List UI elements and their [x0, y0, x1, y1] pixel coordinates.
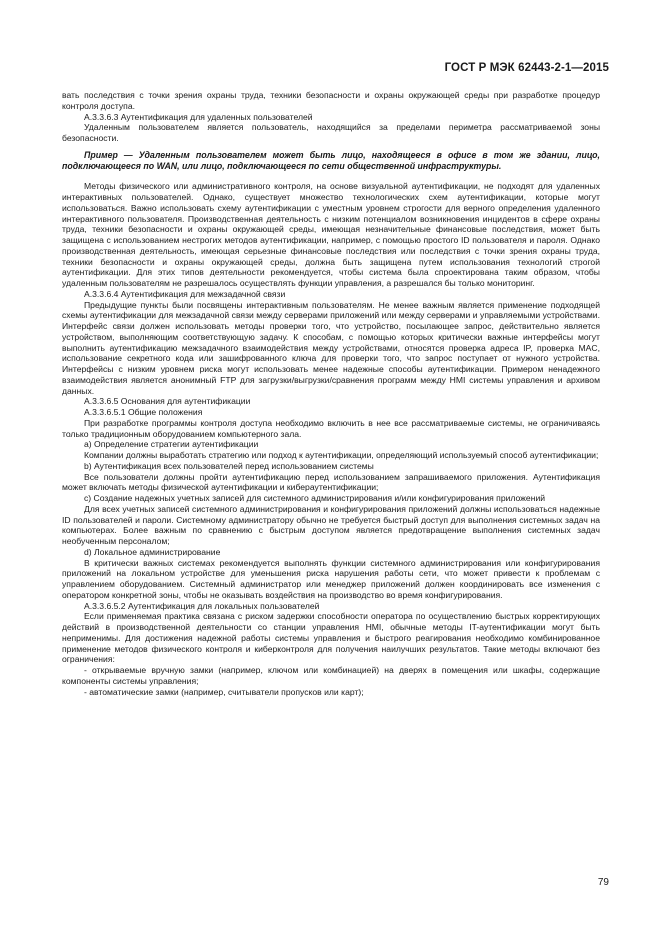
paragraph: А.3.3.6.5.1 Общие положения — [84, 407, 203, 417]
paragraph: - автоматические замки (например, считыватели пропусков или карт); — [84, 686, 364, 697]
paragraph: А.3.3.6.3 Аутентификация для удаленных пользователей — [84, 111, 313, 122]
paragraph: При разработке программы контроля доступа необходимо включить в нее все рассматриваемые системы, не ограничиваясь только традиционным оборудованием компьютерного зала. — [62, 417, 600, 439]
paragraph: с) Создание надежных учетных записей для системного администрирования и/или конфигурирования приложений — [84, 493, 546, 503]
paragraph: вать последствия с точки зрения охраны труда, техники безопасности и охраны окружающей среды при разработке процедур контроля доступа. — [62, 90, 600, 111]
paragraph: b) Аутентификация всех пользователей перед использованием системы — [84, 460, 374, 471]
paragraph: - открываемые вручную замки (например, ключом или комбинацией) на дверях в помещения или шкафы, содержащие компоненты системы управления; — [62, 665, 600, 686]
paragraph: А.3.3.6.5.2 Аутентификация для локальных пользователей — [84, 600, 320, 611]
standard-designation: ГОСТ Р МЭК 62443-2-1—2015 — [444, 62, 609, 74]
paragraph: d) Локальное администрирование — [84, 546, 221, 557]
paragraph: Удаленным пользователем является пользователь, находящийся за пределами периметра рассматриваемой зоны безопасности. — [62, 122, 600, 143]
paragraph: Все пользователи должны пройти аутентификацию перед использованием запрашиваемого приложения. Аутентификация может включать методы физической аутентификации и кибераутентификации; — [62, 471, 600, 493]
paragraph: Методы физического или административного контроля, на основе визуальной аутентификации, не подходят для удаленных интерактивных пользователей. Однако, существует множество технологических схем аутентификации, которые могут использоваться. Важно использовать схему аутентификации с уместным уровнем строгости для верного определения удаленного интерактивного пользователя. Производственная деятельность с низким потенциалом возникновения инцидентов в сфере охраны труда, техники безопасности и охраны окружающей среды, имеющая незначительные финансовые последствия, может быть защищена с использованием нестрогих методов аутентификации, например, с помощью простого ID пользователя и пароля. Однако производственная деятельность, имеющая серьезные финансовые последствия или последствия с точки зрения охраны труда, техники безопасности и охраны окружающей среды, должна быть защищена путем использования технологий строгой аутентификации. Для этих типов деятельности рекомендуется, чтобы система была спроектирована таким образом, чтобы удаленным пользователям не разрешалось осуществлять функции управления, а разрешался бы только мониторинг. — [62, 181, 600, 288]
paragraph: В критически важных системах рекомендуется выполнять функции системного администрирования или конфигурирования приложений на локальном устройстве для уменьшения риска нарушения работы сети, что может привести к проблемам с управлением оборудованием. Системный администратор или менеджер приложений должен координировать все изменения с оператором конкретной зоны, чтобы не оказывать воздействия на производство во время конфигурирования. — [62, 557, 600, 600]
paragraph: а) Определение стратегии аутентификации — [84, 439, 259, 450]
paragraph: Если применяемая практика связана с риском задержки способности оператора по осуществлению быстрых корректирующих действий в производственной деятельности со станции управления HMI, обычные методы IT-аутентификации могут быть неприменимы. Для достижения надежной работы системы управления и быстрого реагирования необходимо комбинированное применение методов физического контроля и киберконтроля для получения наилучших результатов. Такие методы включают без ограничения: — [62, 611, 600, 665]
paragraph: Компании должны выработать стратегию или подход к аутентификации, определяющий используемый способ аутентификации; — [84, 450, 599, 460]
paragraph: Для всех учетных записей системного администрирования и конфигурирования приложений должны использоваться надежные ID пользователей и пароли. Системному администратору обычно не требуется быстрый доступ для выполнения системных задач на компьютерах. Более важным по сравнению с быстрым доступом является предотвращение выполнения системных задач необученным персоналом; — [62, 503, 600, 546]
paragraph: Предыдущие пункты были посвящены интерактивным пользователям. Не менее важным является применение подходящей схемы аутентификации для межзадачной связи между серверами приложений или между серверами и управляемыми устройствами. Интерфейс связи должен использовать методы проверки того, что устройство, посылающее запрос, действительно является устройством, выполняющим соответствующую задачу. К способам, с помощью которых критически важные интерфейсы могут выполнить аутентификацию межзадачного взаимодействия между устройствами, относятся проверка адреса IP, проверка MAC, использование секретного кода или зашифрованного ключа для проверки того, что запрос поступает от нужного устройства. Интерфейсы с низким уровнем риска могут использовать менее надежные способы аутентификации. Примером ненадежного взаимодействия является анонимный FTP для загрузки/выгрузки/сравнения программ между HMI системы управления и архивом данных. — [62, 299, 600, 396]
document-body — [62, 90, 600, 697]
paragraph: А.3.3.6.4 Аутентификация для межзадачной связи — [84, 288, 286, 299]
page-number: 79 — [597, 877, 609, 888]
paragraph: А.3.3.6.5 Основания для аутентификации — [84, 396, 251, 407]
example-paragraph: Пример — Удаленным пользователем может быть лицо, находящееся в офисе в том же здании, лицо, подключающееся по WAN, или лицо, подключающееся по сети общественной инфраструктуры. — [62, 149, 600, 171]
